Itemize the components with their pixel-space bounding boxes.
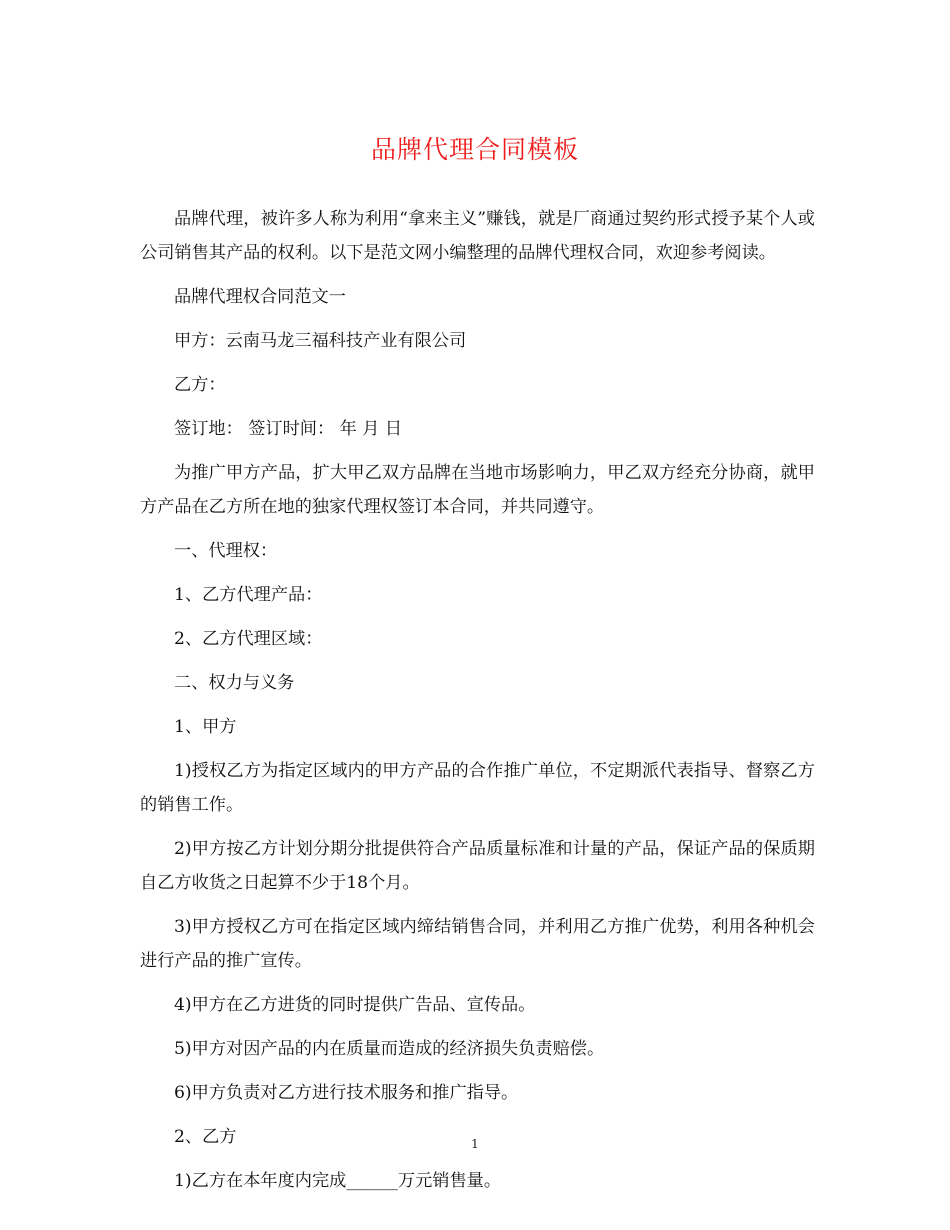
clause-item: 6)甲方负责对乙方进行技术服务和推广指导。 [174,1083,519,1103]
clause-item: 5)甲方对因产品的内在质量而造成的经济损失负责赔偿。 [174,1039,605,1059]
clause-item: 1)乙方在本年度内完成______万元销售量。 [174,1171,502,1191]
document-body [140,202,815,1208]
clause-item: 4)甲方在乙方进货的同时提供广告品、宣传品。 [174,995,536,1015]
signing-info-line: 签订地： 签订时间： 年 月 日 [174,419,403,439]
clause-item: 2、乙方代理区域： [174,629,323,649]
page-number: 1 [471,1137,479,1151]
clause-subheading: 2、乙方 [174,1127,237,1147]
clause-item: 2)甲方按乙方计划分期分批提供符合产品质量标准和计量的产品，保证产品的保质期自乙方收货之日起算不少于18个月。 [140,839,815,893]
clause-item: 1)授权乙方为指定区域内的甲方产品的合作推广单位，不定期派代表指导、督察乙方的销售工作。 [140,761,815,815]
party-b-line: 乙方： [174,375,226,395]
document-title: 品牌代理合同模板 [370,135,579,164]
party-a-line: 甲方：云南马龙三福科技产业有限公司 [174,331,467,351]
purpose-paragraph: 为推广甲方产品，扩大甲乙双方品牌在当地市场影响力，甲乙双方经充分协商，就甲方产品在乙方所在地的独家代理权签订本合同，并共同遵守。 [140,463,815,517]
section-heading: 品牌代理权合同范文一 [174,287,346,307]
clause-subheading: 1、甲方 [174,717,237,737]
intro-paragraph: 品牌代理，被许多人称为利用“拿来主义”赚钱，就是厂商通过契约形式授予某个人或公司销售其产品的权利。以下是范文网小编整理的品牌代理权合同，欢迎参考阅读。 [140,209,815,263]
clause-heading: 二、权力与义务 [174,673,295,693]
clause-heading: 一、代理权： [174,541,278,561]
clause-item: 1、乙方代理产品： [174,585,323,605]
clause-item: 3)甲方授权乙方可在指定区域内缔结销售合同，并利用乙方推广优势，利用各种机会进行产品的推广宣传。 [140,917,815,971]
